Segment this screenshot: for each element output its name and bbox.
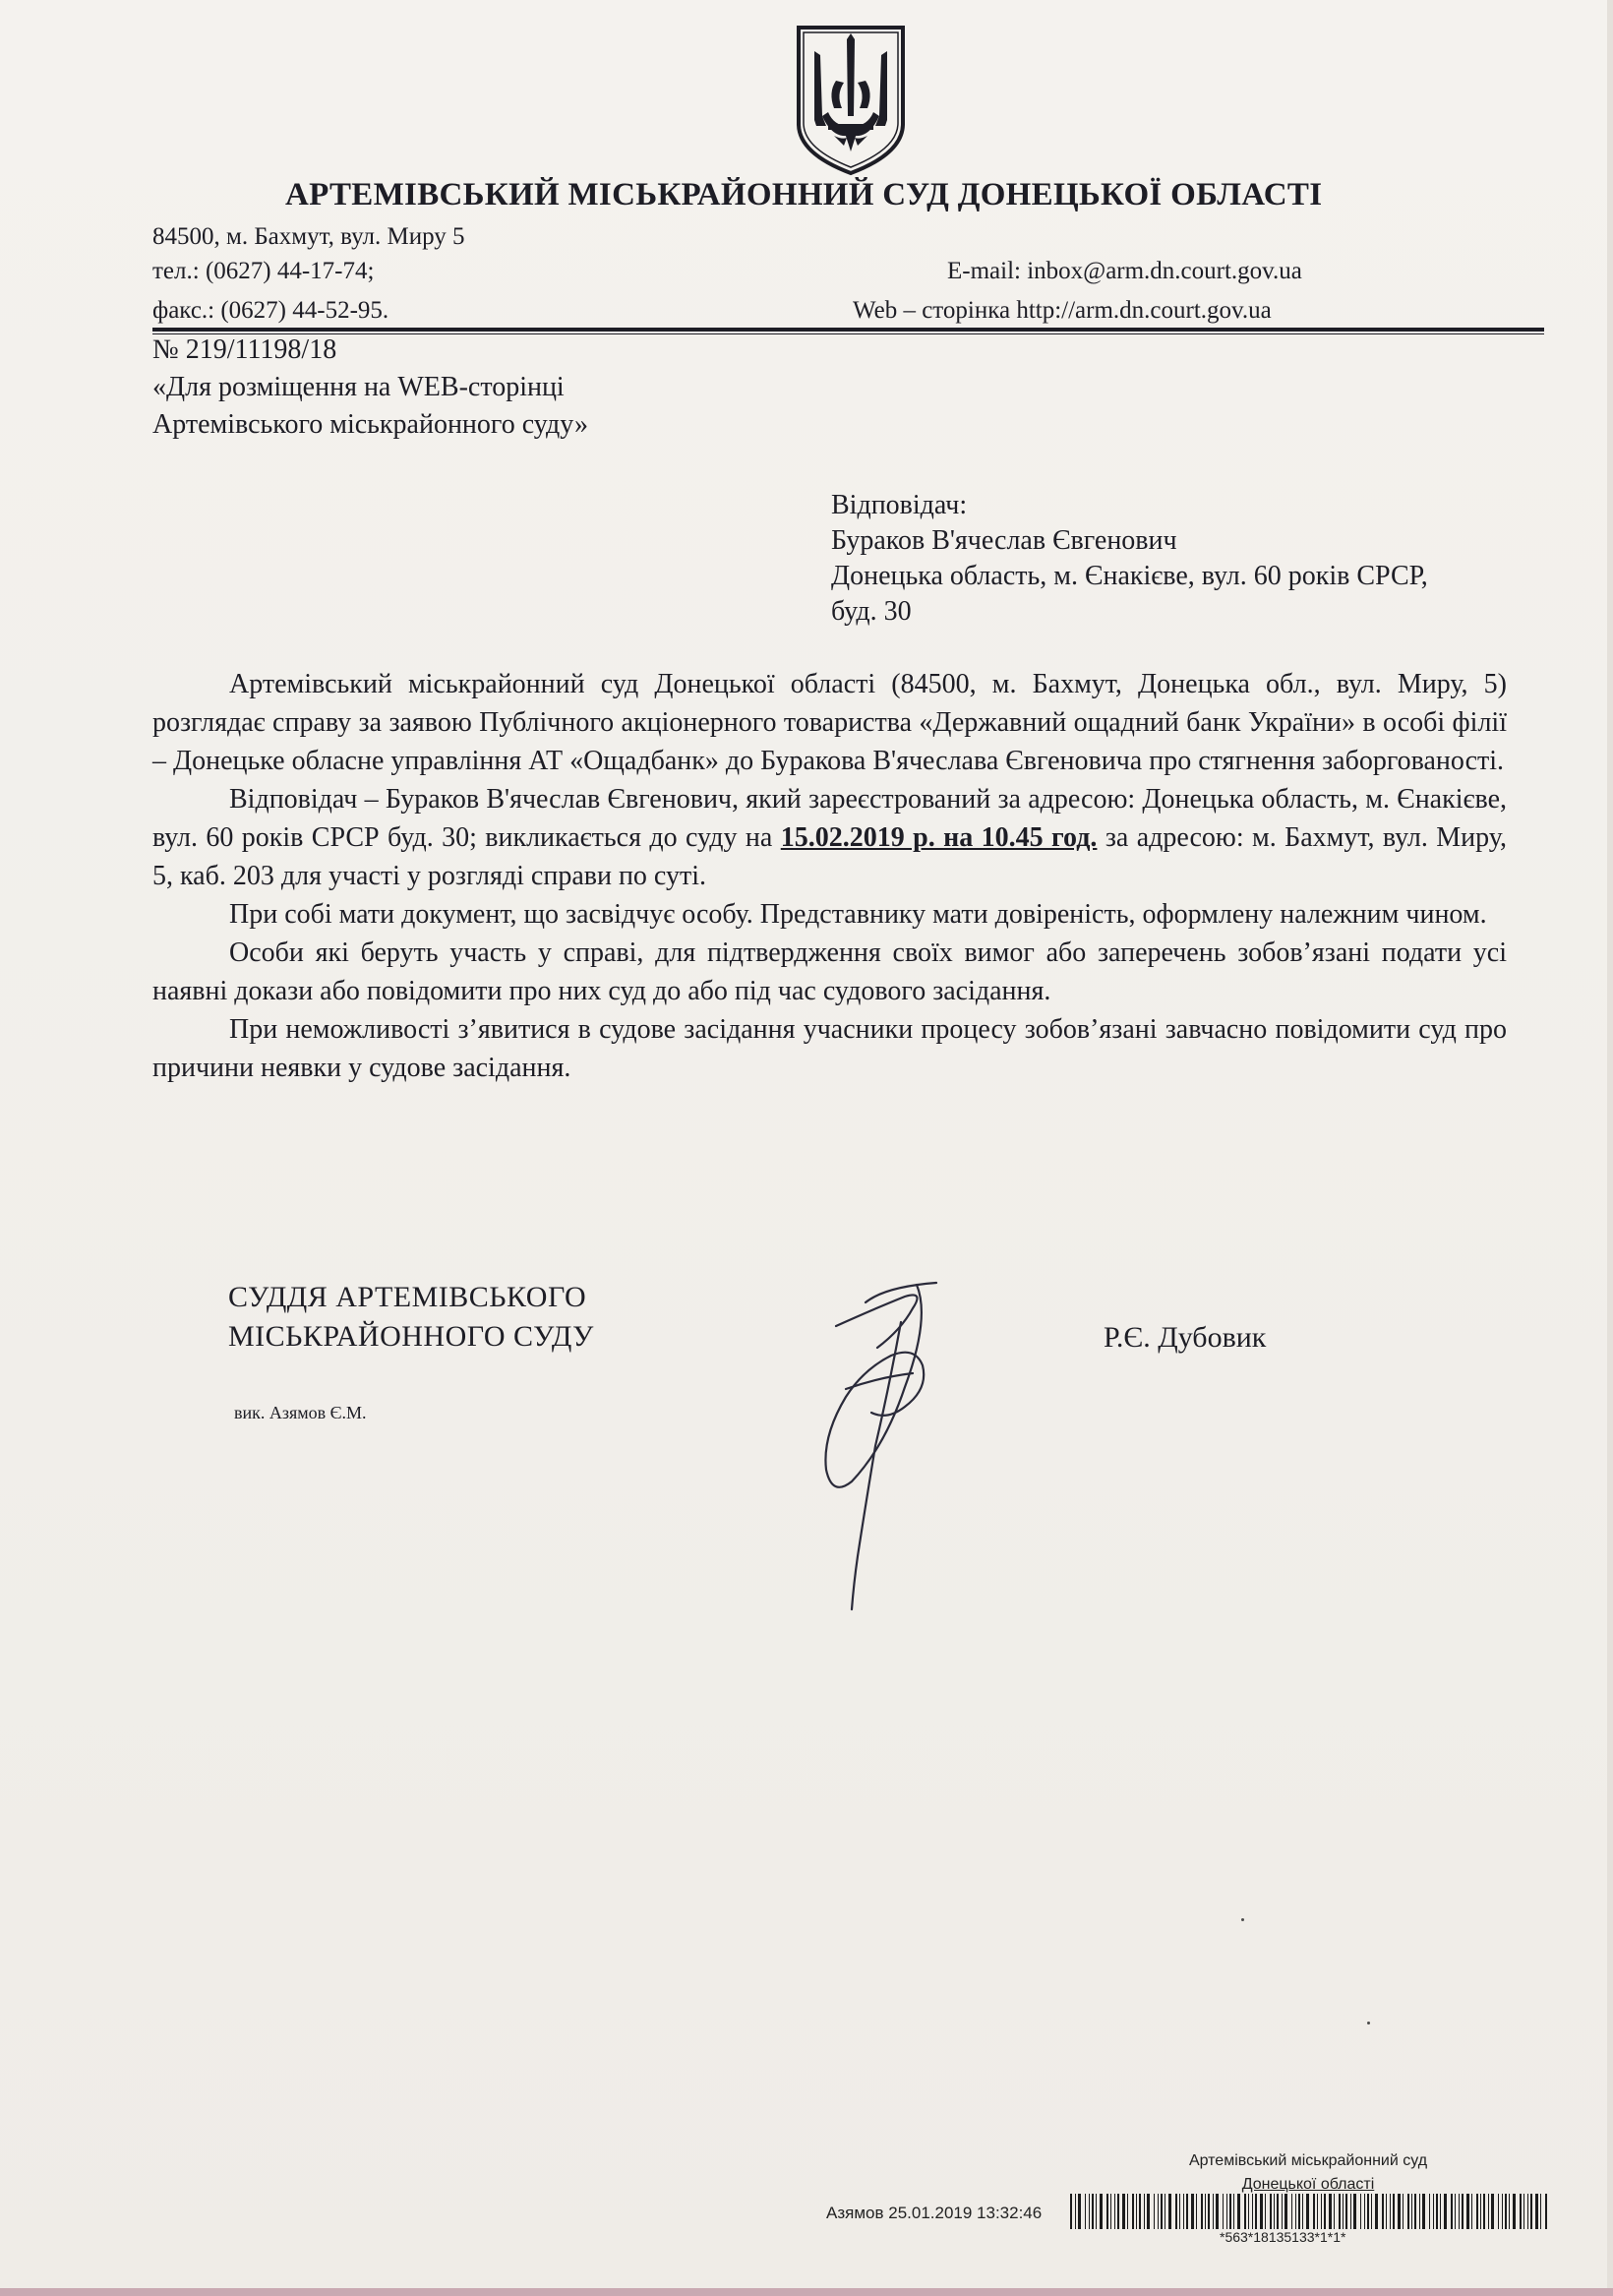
barcode-bar <box>1237 2194 1240 2229</box>
barcode-bar <box>1092 2194 1094 2229</box>
barcode-bar <box>1213 2194 1214 2229</box>
barcode-bar <box>1295 2194 1296 2229</box>
publication-note-line2: Артемівського міськрайонного суду» <box>152 409 588 440</box>
barcode-bar <box>1393 2194 1395 2229</box>
registration-barcode <box>1070 2194 1552 2229</box>
barcode-bar <box>1070 2194 1072 2229</box>
barcode-bar <box>1535 2194 1538 2229</box>
barcode-bar <box>1513 2194 1516 2229</box>
barcode-bar <box>1255 2194 1257 2229</box>
barcode-bar <box>1122 2194 1125 2229</box>
barcode-bar <box>1226 2194 1227 2229</box>
barcode-bar <box>1505 2194 1507 2229</box>
addressee-address-line2: буд. 30 <box>831 596 912 627</box>
barcode-bar <box>1132 2194 1134 2229</box>
barcode-bar <box>1223 2194 1224 2229</box>
scan-right-edge <box>1607 0 1613 2296</box>
barcode-bar <box>1317 2194 1318 2229</box>
barcode-bar <box>1078 2194 1081 2229</box>
barcode-bar <box>1324 2194 1326 2229</box>
registration-stamp-court <box>1111 2149 1505 2197</box>
summons-text-after: за адресою: м. Бахмут, вул. Миру, 5, каб. 203 для участі у розгляді справи по суті. <box>152 822 1507 891</box>
barcode-bar <box>1480 2194 1481 2229</box>
barcode-bar <box>1089 2194 1090 2229</box>
barcode-bar <box>1147 2194 1150 2229</box>
barcode-bar <box>1440 2194 1441 2229</box>
barcode-bar <box>1186 2194 1188 2229</box>
executor-name: вик. Азямов Є.М. <box>234 1403 367 1422</box>
barcode-bar <box>1233 2194 1234 2229</box>
barcode-bar <box>1284 2194 1287 2229</box>
barcode-bar <box>1306 2194 1309 2229</box>
barcode-bar <box>1329 2194 1332 2229</box>
barcode-bar <box>1313 2194 1315 2229</box>
barcode-bar <box>1483 2194 1485 2229</box>
summons-text-before: Відповідач – Бураков В'ячеслав Євгенович, який зареєстрований за адресою: Донецька область, м. Єнакієве, вул. 60 років СРСР буд. 30; викликається до суду на <box>152 784 1507 853</box>
paragraph-case-description: Артемівський міськрайонний суд Донецької області (84500, м. Бахмут, Донецька обл., вул. Миру, 5) розглядає справу за заявою Публічного акціонерного товариства «Державний ощадний банк України» в особі філії – Донецьке обласне управління АТ «Ощадбанк» до Буракова В'ячеслава Євгеновича про стягнення заборгованості. <box>152 669 1507 776</box>
barcode-bar <box>1339 2194 1341 2229</box>
barcode-bar <box>1302 2194 1303 2229</box>
barcode-bar <box>1191 2194 1194 2229</box>
barcode-bar <box>1179 2194 1180 2229</box>
court-fax: факс.: (0627) 44-52-95. <box>152 297 389 324</box>
barcode-bar <box>1321 2194 1322 2229</box>
barcode-bar <box>1208 2194 1210 2229</box>
barcode-bar <box>1414 2194 1416 2229</box>
judge-title-line2: МІСЬКРАЙОННОГО СУДУ <box>228 1320 594 1353</box>
barcode-bar <box>1509 2194 1510 2229</box>
case-number: № 219/11198/18 <box>152 334 337 365</box>
barcode-bar <box>1248 2194 1249 2229</box>
barcode-bar <box>1502 2194 1503 2229</box>
barcode-bar <box>1175 2194 1177 2229</box>
barcode-bar <box>1444 2194 1447 2229</box>
barcode-bar <box>1085 2194 1086 2229</box>
court-email: E-mail: inbox@arm.dn.court.gov.ua <box>947 258 1302 284</box>
barcode-bar <box>1498 2194 1499 2229</box>
barcode-bar <box>1168 2194 1171 2229</box>
addressee-name: Бураков В'ячеслав Євгенович <box>831 525 1177 556</box>
barcode-bar <box>1527 2194 1528 2229</box>
barcode-bar <box>1334 2194 1335 2229</box>
barcode-bar <box>1476 2194 1478 2229</box>
barcode-bar <box>1201 2194 1203 2229</box>
barcode-bar <box>1491 2194 1494 2229</box>
barcode-bar <box>1545 2194 1547 2229</box>
barcode-bar <box>1390 2194 1391 2229</box>
barcode-bar <box>1265 2194 1266 2229</box>
barcode-bar <box>1371 2194 1372 2229</box>
barcode-bar <box>1277 2194 1279 2229</box>
barcode-bar <box>1345 2194 1347 2229</box>
barcode-bar <box>1471 2194 1472 2229</box>
barcode-bar <box>1407 2194 1409 2229</box>
court-name: АРТЕМІВСЬКИЙ МІСЬКРАЙОННИЙ СУД ДОНЕЦЬКОЇ ОБЛАСТІ <box>285 177 1323 212</box>
barcode-bar <box>1382 2194 1384 2229</box>
barcode-bar <box>1451 2194 1453 2229</box>
stamp-court-line1: Артемівський міськрайонний суд <box>1188 2152 1428 2169</box>
barcode-bar <box>1462 2194 1464 2229</box>
barcode-bar <box>1136 2194 1137 2229</box>
barcode-bar <box>1205 2194 1206 2229</box>
scan-bottom-edge <box>0 2288 1613 2296</box>
barcode-bar <box>1274 2194 1275 2229</box>
barcode-bar <box>1270 2194 1272 2229</box>
barcode-bar <box>1364 2194 1365 2229</box>
barcode-bar <box>1154 2194 1155 2229</box>
paragraph-identity-document: При собі мати документ, що засвідчує особу. Представнику мати довіреність, оформлену належним чином. <box>229 899 1487 930</box>
barcode-bar <box>1530 2194 1532 2229</box>
hearing-datetime: 15.02.2019 р. на 10.45 год. <box>780 822 1098 853</box>
barcode-bar <box>1433 2194 1434 2229</box>
barcode-bar <box>1260 2194 1263 2229</box>
barcode-bar <box>1117 2194 1119 2229</box>
barcode-bar <box>1520 2194 1522 2229</box>
barcode-bar <box>1244 2194 1246 2229</box>
registration-info: Азямов 25.01.2019 13:32:46 <box>826 2204 1043 2222</box>
barcode-bar <box>1343 2194 1344 2229</box>
barcode-bar <box>1298 2194 1300 2229</box>
court-website: Web – сторінка http://arm.dn.court.gov.ua <box>853 297 1272 324</box>
barcode-bar <box>1075 2194 1076 2229</box>
barcode-bar <box>1429 2194 1430 2229</box>
barcode-bar <box>1353 2194 1356 2229</box>
trident-coat-of-arms-icon <box>793 22 909 177</box>
barcode-bar <box>1161 2194 1163 2229</box>
header-divider-thin <box>152 333 1544 334</box>
barcode-bar <box>1422 2194 1425 2229</box>
barcode-bar <box>1386 2194 1387 2229</box>
barcode-bar <box>1183 2194 1184 2229</box>
barcode-bar <box>1375 2194 1378 2229</box>
court-address: 84500, м. Бахмут, вул. Миру 5 <box>152 223 465 250</box>
judge-title-line1: СУДДЯ АРТЕМІВСЬКОГО <box>228 1281 587 1313</box>
barcode-bar <box>1196 2194 1197 2229</box>
barcode-bar <box>1367 2194 1369 2229</box>
barcode-bar <box>1350 2194 1351 2229</box>
barcode-bar <box>1144 2194 1145 2229</box>
barcode-number: *563*18135133*1*1* <box>1220 2229 1346 2245</box>
barcode-bar <box>1252 2194 1253 2229</box>
barcode-bar <box>1411 2194 1412 2229</box>
barcode-bar <box>1106 2194 1108 2229</box>
handwritten-signature <box>806 1279 984 1613</box>
barcode-bar <box>1139 2194 1141 2229</box>
addressee-role: Відповідач: <box>831 490 968 520</box>
barcode-bar <box>1291 2194 1292 2229</box>
court-phone: тел.: (0627) 44-17-74; <box>152 258 375 284</box>
barcode-bar <box>1127 2194 1128 2229</box>
barcode-bar <box>1158 2194 1159 2229</box>
scan-speck <box>1241 1918 1244 1921</box>
barcode-bar <box>1436 2194 1438 2229</box>
paragraph-summons <box>152 780 1507 895</box>
publication-note-line1: «Для розміщення на WEB-сторінці <box>152 372 565 402</box>
judge-name: Р.Є. Дубовик <box>1104 1321 1267 1354</box>
barcode-bar <box>1114 2194 1115 2229</box>
scan-speck <box>1367 2022 1370 2024</box>
barcode-bar <box>1466 2194 1469 2229</box>
header-divider <box>152 328 1544 332</box>
stamp-court-line2: Донецької області <box>1241 2176 1375 2193</box>
barcode-bar <box>1403 2194 1404 2229</box>
barcode-bar <box>1455 2194 1456 2229</box>
barcode-bar <box>1488 2194 1489 2229</box>
barcode-bar <box>1096 2194 1097 2229</box>
paragraph-evidence: Особи які беруть участь у справі, для підтвердження своїх вимог або заперечень зобов’язані подати усі наявні докази або повідомити про них суд до або під час судового засідання. <box>152 937 1507 1006</box>
barcode-bar <box>1459 2194 1460 2229</box>
barcode-bar <box>1110 2194 1111 2229</box>
barcode-bar <box>1229 2194 1231 2229</box>
barcode-bar <box>1540 2194 1541 2229</box>
barcode-bar <box>1282 2194 1283 2229</box>
barcode-bar <box>1360 2194 1361 2229</box>
barcode-bar <box>1398 2194 1401 2229</box>
summons-body <box>152 665 1507 1087</box>
paragraph-absence-notice: При неможливості з’явитися в судове засідання учасники процесу зобов’язані завчасно повідомити суд про причини неявки у судове засідання. <box>152 1014 1507 1083</box>
barcode-bar <box>1216 2194 1219 2229</box>
addressee-address-line1: Донецька область, м. Єнакієве, вул. 60 років СРСР, <box>831 561 1428 591</box>
barcode-bar <box>1100 2194 1103 2229</box>
barcode-bar <box>1523 2194 1524 2229</box>
barcode-bar <box>1419 2194 1420 2229</box>
